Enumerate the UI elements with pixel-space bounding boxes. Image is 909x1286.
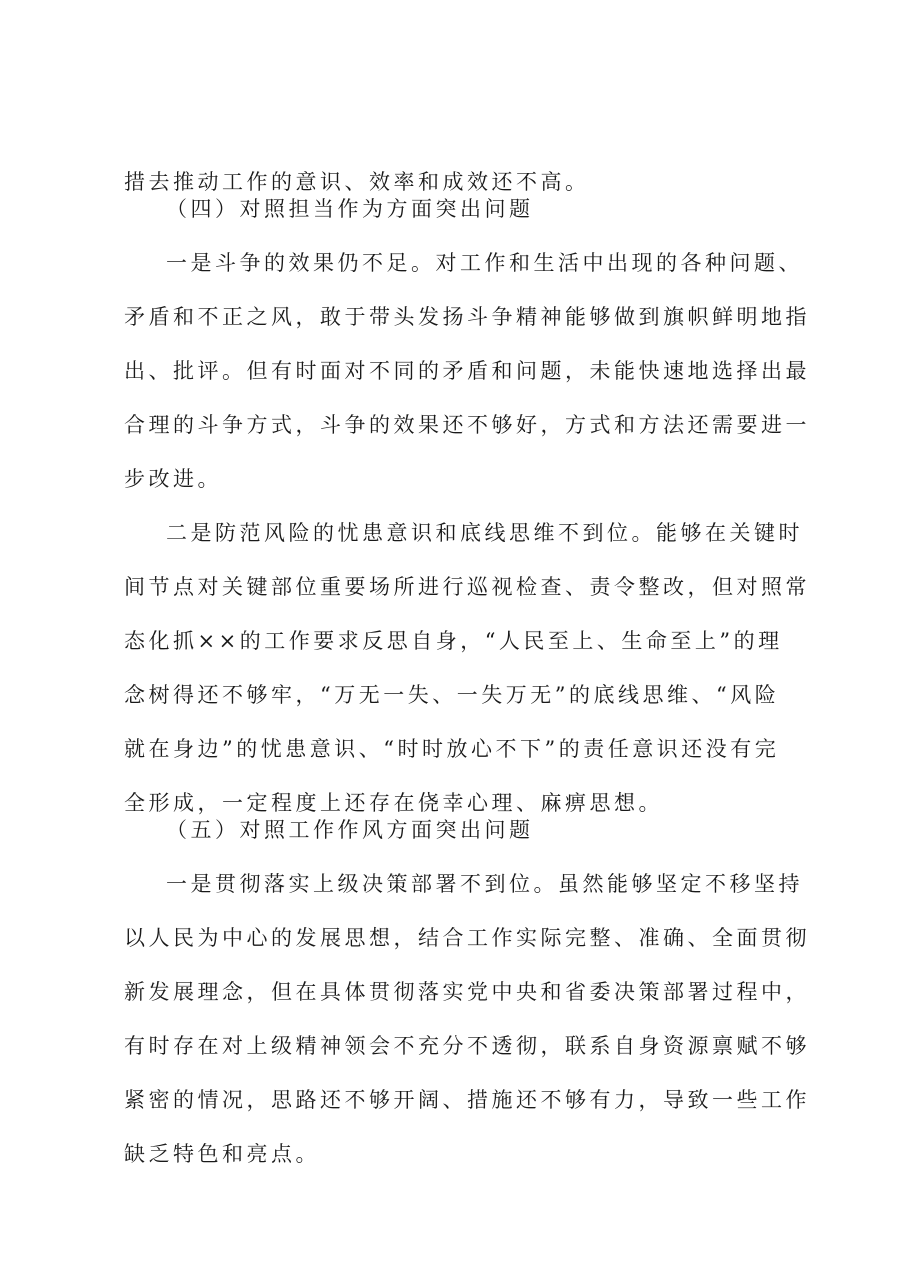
text-line: 步改进。 — [124, 467, 222, 491]
text-line: 以人民为中心的发展思想，结合工作实际完整、准确、全面贯彻 — [124, 926, 810, 950]
text-line: 新发展理念，但在具体贯彻落实党中央和省委决策部署过程中， — [124, 980, 810, 1004]
text-line: 有时存在对上级精神领会不充分不透彻，联系自身资源禀赋不够 — [124, 1034, 810, 1058]
section-heading-4: （四）对照担当作为方面突出问题 — [166, 197, 534, 221]
text-line: 态化抓××的工作要求反思自身，“人民至上、生命至上”的理 — [124, 629, 783, 653]
text-line: 出、批评。但有时面对不同的矛盾和问题，未能快速地选择出最 — [124, 359, 810, 383]
text-line: 二是防范风险的忧患意识和底线思维不到位。能够在关键时 — [166, 521, 803, 545]
text-line: 缺乏特色和亮点。 — [124, 1142, 320, 1166]
text-line: 念树得还不够牢，“万无一失、一失万无”的底线思维、“风险 — [124, 683, 780, 707]
text-line: 紧密的情况，思路还不够开阔、措施还不够有力，导致一些工作 — [124, 1088, 810, 1112]
text-line: 合理的斗争方式，斗争的效果还不够好，方式和方法还需要进一 — [124, 413, 810, 437]
text-line: 一是斗争的效果仍不足。对工作和生活中出现的各种问题、 — [166, 251, 803, 275]
text-line: 全形成，一定程度上还存在侥幸心理、麻痹思想。 — [124, 791, 663, 815]
section-heading-5: （五）对照工作作风方面突出问题 — [166, 818, 534, 842]
text-line: 矛盾和不正之风，敢于带头发扬斗争精神能够做到旗帜鲜明地指 — [124, 305, 810, 329]
text-line: 就在身边”的忧患意识、“时时放心不下”的责任意识还没有完 — [124, 737, 780, 761]
text-line: 间节点对关键部位重要场所进行巡视检查、责令整改，但对照常 — [124, 575, 810, 599]
text-line: 措去推动工作的意识、效率和成效还不高。 — [124, 170, 590, 194]
text-line: 一是贯彻落实上级决策部署不到位。虽然能够坚定不移坚持 — [166, 872, 803, 896]
